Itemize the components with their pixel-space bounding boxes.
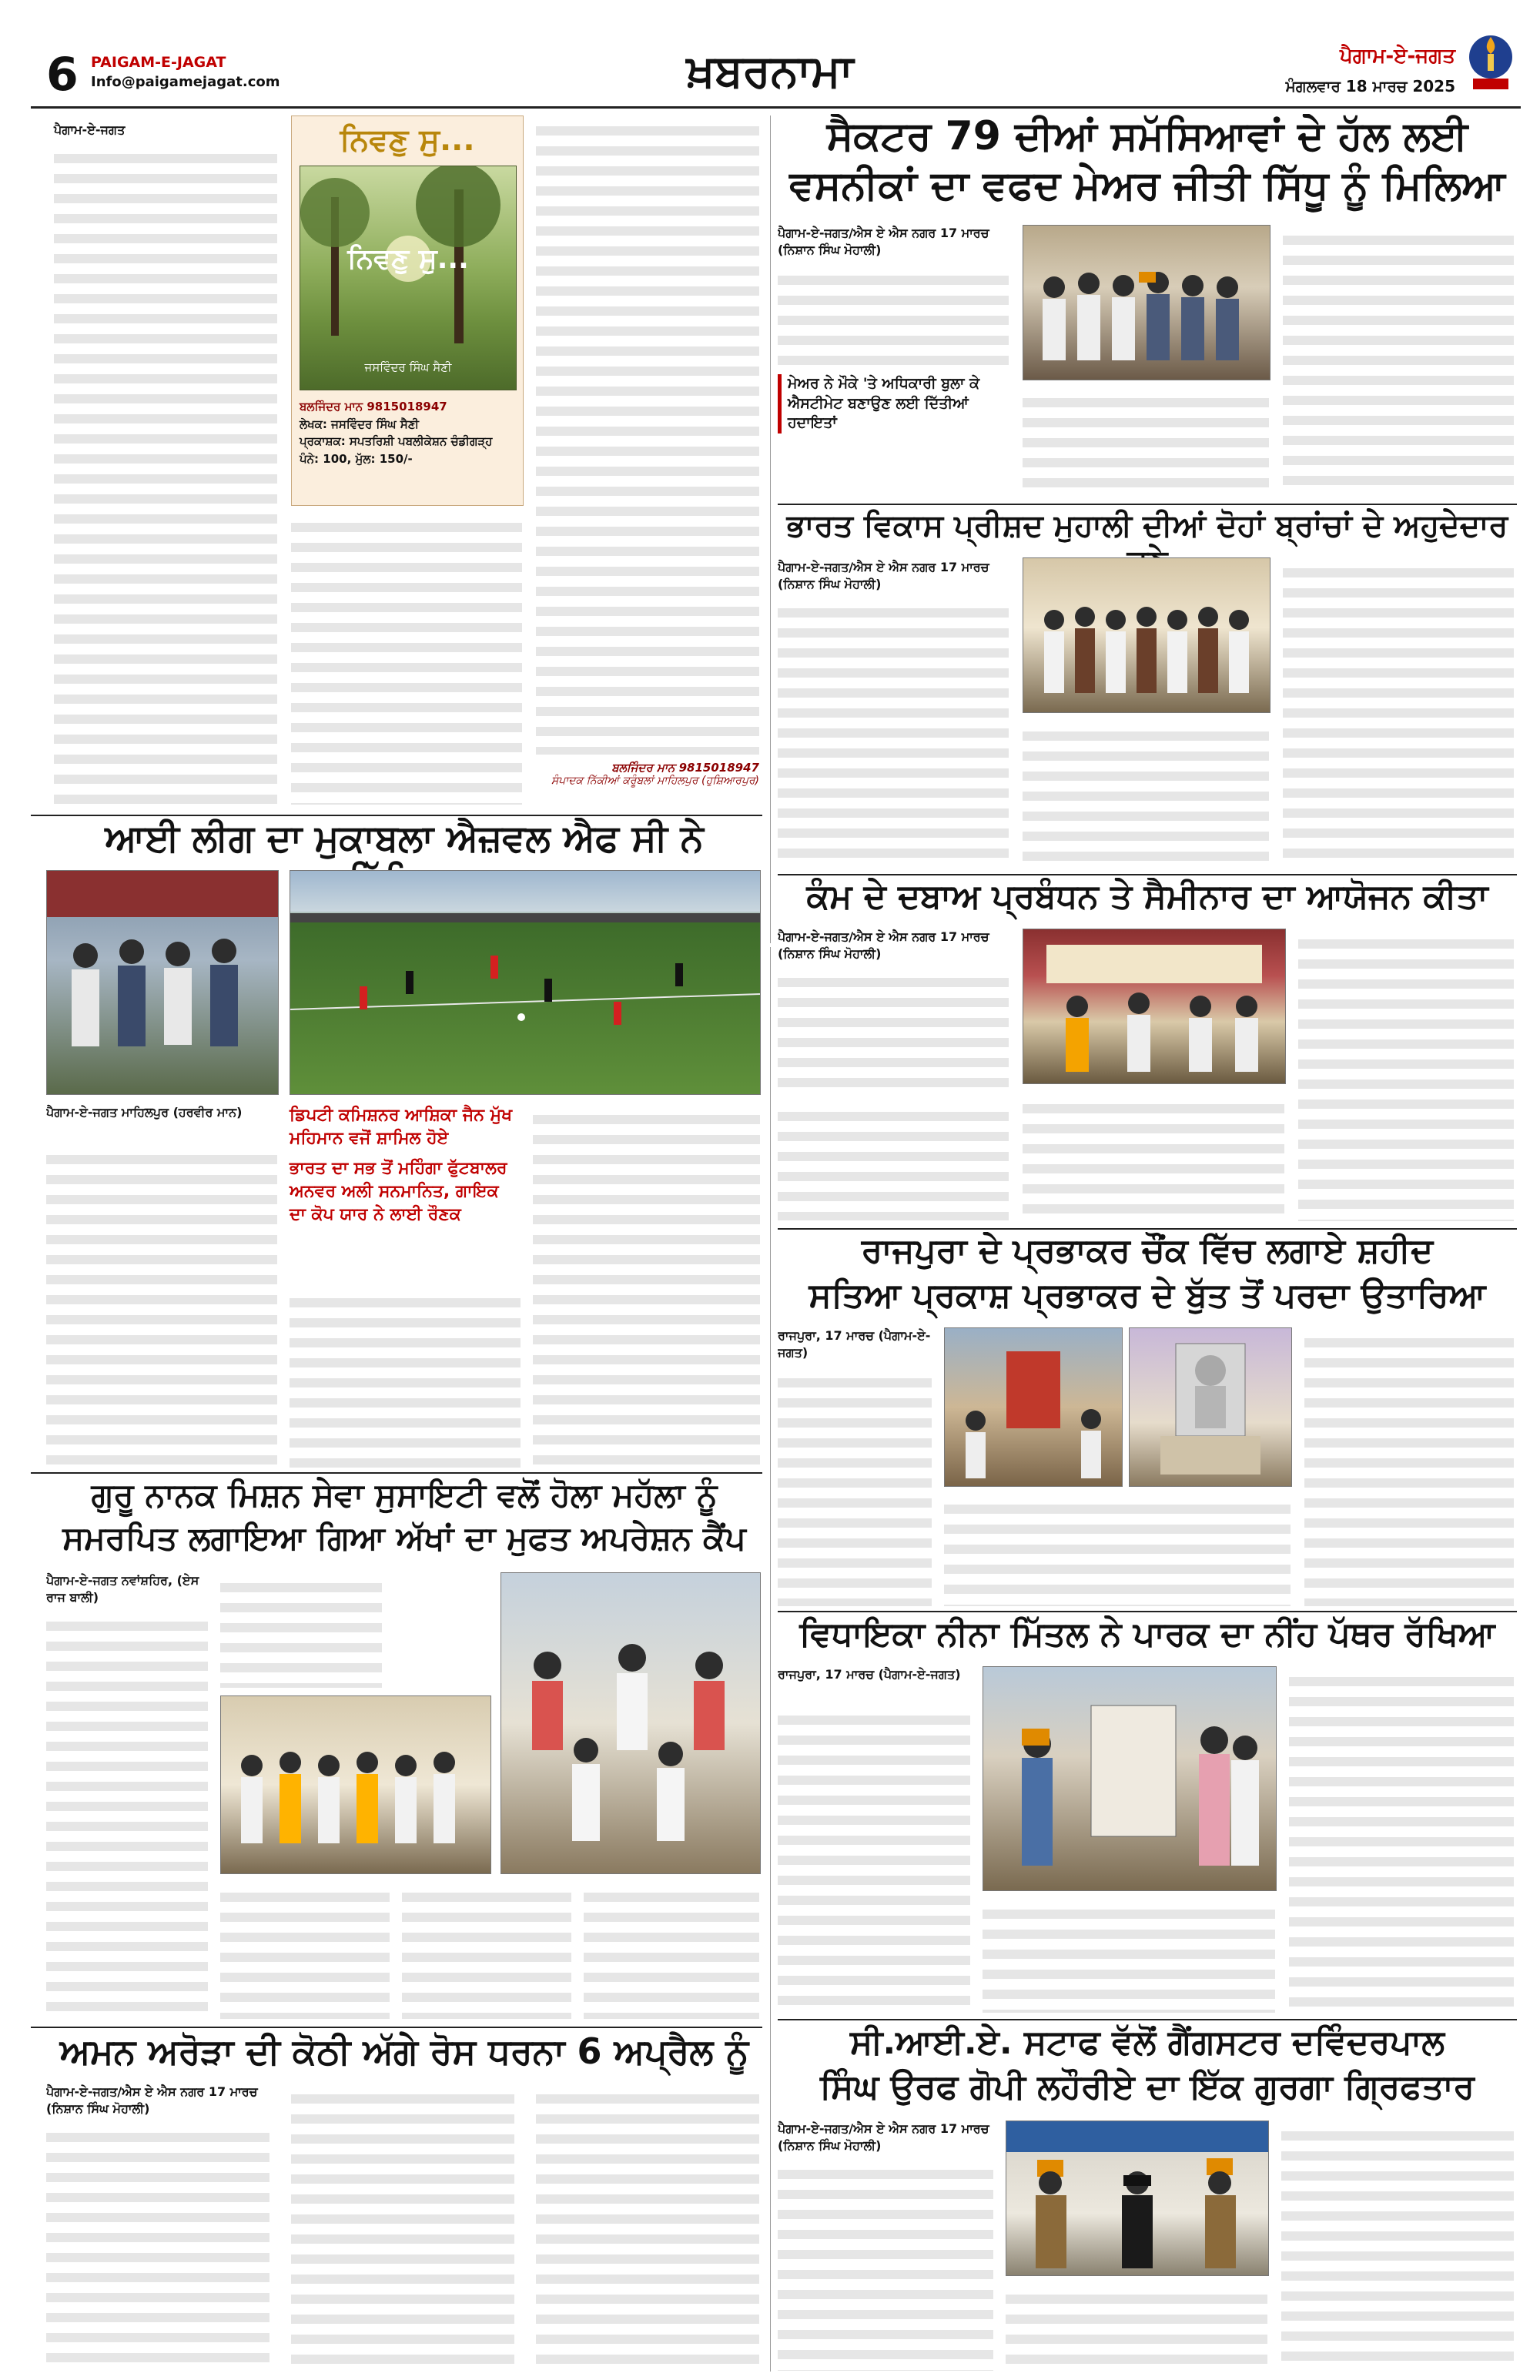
divider-ileague <box>31 815 762 816</box>
eyecamp-headline-2: ਸਮਰਪਿਤ ਲਗਾਇਆ ਗਿਆ ਅੱਖਾਂ ਦਾ ਮੁਫਤ ਅਪਰੇਸ਼ਨ ਕੈਂਪ <box>62 1519 746 1557</box>
camp-patients-image <box>501 1573 760 1873</box>
brand-name-punjabi: ਪੈਗਾਮ-ਏ-ਜਗਤ <box>1340 45 1455 68</box>
sector79-article <box>778 114 1517 499</box>
group-photo-image <box>1023 558 1270 712</box>
bvp-col-1 <box>778 598 1009 867</box>
ceremony-image <box>945 1328 1122 1486</box>
bvp-photo <box>1023 557 1270 713</box>
sector79-pullquote-text: ਮੇਅਰ ਨੇ ਮੌਕੇ 'ਤੇ ਅਧਿਕਾਰੀ ਬੁਲਾ ਕੇ ਐਸਟੀਮੇਟ ਬਣਾਉਣ ਲਈ ਦਿੱਤੀਆਂ ਹਦਾਇਤਾਂ <box>788 375 980 432</box>
cia-headline-1: ਸੀ.ਆਈ.ਏ. ਸਟਾਫ ਵੱਲੋਂ ਗੈਂਗਸਟਰ ਦਵਿੰਦਰਪਾਲ <box>849 2024 1445 2062</box>
eyecamp-article <box>46 1477 762 2024</box>
ileague-headline: ਆਈ ਲੀਗ ਦਾ ਮੁਕਾਬਲਾ ਐਜ਼ਵਲ ਐਫ ਸੀ ਨੇ <box>105 818 704 860</box>
dharna-dateline: ਪੈਗਾਮ-ਏ-ਜਗਤ/ਐਸ ਏ ਐਸ ਨਗਰ 17 ਮਾਰਚ (ਨਿਸ਼ਾਨ ਸਿੰਘ ਮੋਹਾਲੀ) <box>46 2084 258 2117</box>
park-article <box>778 1615 1517 2016</box>
sector79-col-3 <box>1283 225 1514 494</box>
sector79-headline-1: ਸੈਕਟਰ 79 ਦੀਆਂ ਸਮੱਸਿਆਵਾਂ ਦੇ ਹੱਲ ਲਈ <box>826 114 1468 159</box>
spectators-image <box>47 871 278 1094</box>
eyecamp-col-2 <box>220 1882 390 2019</box>
ileague-col-2 <box>290 1287 521 1468</box>
statue-image <box>1130 1328 1291 1486</box>
cia-col-2 <box>1006 2284 1267 2371</box>
eyecamp-col-1 <box>46 1611 208 2019</box>
eyecamp-photo-1 <box>220 1695 491 1874</box>
eyecamp-col-2-top <box>220 1572 382 1688</box>
workstress-col-1 <box>778 967 1009 1090</box>
dharna-headline: ਅਮਨ ਅਰੋੜਾ ਦੀ ਕੋਠੀ ਅੱਗੇ ਰੋਸ ਧਰਨਾ 6 ਅਪ੍ਰੈਲ ਨੂੰ <box>59 2031 749 2072</box>
cia-article <box>778 2024 1517 2374</box>
rajpura-statue-col-1 <box>778 1367 932 1606</box>
ileague-subheads <box>290 1104 521 1226</box>
book-review-col-3 <box>536 115 759 755</box>
bvp-col-2 <box>1023 721 1269 867</box>
bvp-headline: ਭਾਰਤ ਵਿਕਾਸ ਪ੍ਰੀਸ਼ਦ ਮੁਹਾਲੀ ਦੀਆਂ ਦੋਹਾਂ ਬ੍ਰਾਂਚਾਂ ਦੇ ਅਹੁਦੇਦਾਰ <box>786 508 1508 544</box>
foundation-stone-image <box>983 1667 1276 1890</box>
group-photo-image <box>1023 226 1270 380</box>
ileague-subhead-2: ਭਾਰਤ ਦਾ ਸਭ ਤੋਂ ਮਹਿੰਗਾ ਫੁੱਟਬਾਲਰ ਅਨਵਰ ਅਲੀ ਸਨਮਾਨਿਤ, ਗਾਇਕ ਦਾ ਕੋਪ ਯਾਰ ਨੇ ਲਾਈ ਰੌਣਕ <box>290 1159 507 1224</box>
cia-col-3 <box>1281 2121 1514 2371</box>
park-headline: ਵਿਧਾਇਕਾ ਨੀਨਾ ਮਿੱਤਲ ਨੇ ਪਾਰਕ ਦਾ ਨੀਂਹ ਪੱਥਰ ਰੱਖਿਆ <box>799 1615 1495 1654</box>
book-review-box-title: ਨਿਵਣੁ ਸੁ... <box>340 122 475 158</box>
reviewer-title: ਸੰਪਾਦਕ ਨਿੱਕੀਆਂ ਕਰੂੰਬਲਾਂ ਮਾਹਿਲਪੁਰ (ਹੁਸ਼ਿਆਰਪੁਰ) <box>551 775 759 787</box>
issue-date: ਮੰਗਲਵਾਰ 18 ਮਾਰਚ 2025 <box>1285 77 1455 95</box>
masthead <box>0 0 1540 108</box>
sector79-col-2 <box>1023 387 1269 495</box>
ileague-photo-match <box>290 870 761 1095</box>
dharna-col-1 <box>46 2122 270 2368</box>
dharna-article <box>46 2031 762 2374</box>
divider-workstress <box>778 874 1517 875</box>
ileague-article <box>46 818 762 1468</box>
sector79-headline-2: ਵਸਨੀਕਾਂ ਦਾ ਵਫਦ ਮੇਅਰ ਜੀਤੀ ਸਿੱਧੂ ਨੂੰ ਮਿਲਿਆ <box>789 162 1505 209</box>
eyecamp-headline-1: ਗੁਰੂ ਨਾਨਕ ਮਿਸ਼ਨ ਸੇਵਾ ਸੁਸਾਇਟੀ ਵਲੋਂ ਹੋਲਾ ਮਹੱਲਾ ਨੂੰ <box>91 1477 718 1514</box>
rajpura-statue-photo-2 <box>1129 1327 1292 1487</box>
masthead-rule <box>31 106 1521 109</box>
divider-park <box>778 1611 1517 1612</box>
sector79-photo <box>1023 225 1270 380</box>
seminar-image <box>1023 929 1285 1083</box>
section-title: ਖ਼ਬਰਨਾਮਾ <box>686 45 854 97</box>
park-col-2 <box>983 1899 1275 2013</box>
ileague-dateline: ਪੈਗਾਮ-ਏ-ਜਗਤ ਮਾਹਿਲਪੁਰ (ਹਰਵੀਰ ਮਾਨ) <box>46 1105 243 1120</box>
football-match-image <box>290 871 760 1094</box>
bvp-col-3 <box>1283 557 1514 865</box>
rajpura-statue-col-3 <box>1304 1327 1514 1606</box>
divider-cia <box>778 2019 1517 2020</box>
park-col-3 <box>1289 1666 1514 2013</box>
logo <box>1467 31 1515 92</box>
park-photo <box>983 1666 1277 1891</box>
email-link[interactable]: Info@paigamejagat.com <box>91 74 280 90</box>
camp-group-image <box>221 1696 490 1873</box>
bvp-article <box>778 508 1517 870</box>
workstress-article <box>778 878 1517 1224</box>
reviewer-signature: ਬਲਜਿੰਦਰ ਮਾਨ 9815018947 <box>611 761 759 775</box>
ileague-col-3 <box>533 1104 760 1468</box>
book-author-line: ਲੇਖਕ: ਜਸਵਿੰਦਰ ਸਿੰਘ ਸੈਣੀ <box>300 417 420 431</box>
ileague-subhead-1: ਡਿਪਟੀ ਕਮਿਸ਼ਨਰ ਆਸ਼ਿਕਾ ਜੈਨ ਮੁੱਖ ਮਹਿਮਾਨ ਵਜੋਂ ਸ਼ਾਮਿਲ ਹੋਏ <box>290 1106 513 1148</box>
cia-col-1 <box>778 2159 993 2371</box>
divider-dharna <box>31 2027 762 2028</box>
eyecamp-photo-2 <box>500 1572 761 1874</box>
rajpura-statue-photo-1 <box>944 1327 1123 1487</box>
sector79-dateline: ਪੈਗਾਮ-ਏ-ਜਗਤ/ਐਸ ਏ ਐਸ ਨਗਰ 17 ਮਾਰਚ (ਨਿਸ਼ਾਨ ਸਿੰਘ ਮੋਹਾਲੀ) <box>778 226 989 258</box>
bvp-dateline: ਪੈਗਾਮ-ਏ-ਜਗਤ/ਐਸ ਏ ਐਸ ਨਗਰ 17 ਮਾਰਚ (ਨਿਸ਼ਾਨ ਸਿੰਘ ਮੋਹਾਲੀ) <box>778 560 989 592</box>
eyecamp-dateline: ਪੈਗਾਮ-ਏ-ਜਗਤ ਨਵਾਂਸ਼ਹਿਰ, (ਏਸ ਰਾਜ ਬਾਲੀ) <box>46 1573 199 1605</box>
reviewer-name: ਬਲਜਿੰਦਰ ਮਾਨ 9815018947 <box>300 400 447 413</box>
book-review-col-2-lower <box>291 512 522 805</box>
book-cover <box>300 166 517 390</box>
park-dateline: ਰਾਜਪੁਰਾ, 17 ਮਾਰਚ (ਪੈਗਾਮ-ਏ-ਜਗਤ) <box>778 1667 961 1682</box>
workstress-headline: ਕੰਮ ਦੇ ਦਬਾਅ ਪ੍ਰਬੰਧਨ ਤੇ ਸੈਮੀਨਾਰ ਦਾ ਆਯੋਜਨ ਕੀਤਾ <box>806 878 1488 916</box>
brand-name: PAIGAM-E-JAGAT <box>91 54 226 71</box>
book-review-dateline: ਪੈਗਾਮ-ਏ-ਜਗਤ <box>54 122 126 137</box>
book-details-block <box>300 398 515 467</box>
eyecamp-col-3 <box>402 1882 571 2019</box>
book-review-box <box>291 115 524 506</box>
park-col-1 <box>778 1705 970 2013</box>
torch-logo-icon <box>1467 31 1515 92</box>
sector79-pullquote <box>778 374 1009 433</box>
rajpura-statue-headline-2: ਸਤਿਆ ਪ੍ਰਕਾਸ਼ ਪ੍ਰਭਾਕਰ ਦੇ ਬੁੱਤ ਤੋਂ ਪਰਦਾ ਉਤਾਰਿਆ <box>808 1276 1486 1315</box>
divider-rajpura <box>778 1228 1517 1230</box>
book-pages-price-line: ਪੰਨੇ: 100, ਮੁੱਲ: 150/- <box>300 451 413 466</box>
dharna-col-3 <box>536 2084 759 2368</box>
dharna-col-2 <box>291 2084 514 2368</box>
workstress-dateline: ਪੈਗਾਮ-ਏ-ਜਗਤ/ਐਸ ਏ ਐਸ ਨਗਰ 17 ਮਾਰਚ (ਨਿਸ਼ਾਨ ਸਿੰਘ ਮੋਹਾਲੀ) <box>778 929 989 962</box>
police-arrest-image <box>1006 2121 1268 2275</box>
rajpura-statue-article <box>778 1232 1517 1609</box>
ileague-photo-spectators <box>46 870 279 1095</box>
book-cover-title: ਨਿਵਣੁ ਸੁ... <box>347 243 469 275</box>
workstress-col-3 <box>1298 929 1514 1221</box>
book-publisher-line: ਪ੍ਰਕਾਸ਼ਕ: ਸਪਤਰਿਸ਼ੀ ਪਬਲੀਕੇਸ਼ਨ ਚੰਡੀਗੜ੍ਹ <box>300 434 493 448</box>
book-review-article <box>46 115 762 812</box>
workstress-col-2 <box>1023 1093 1284 1220</box>
book-review-col-1 <box>54 143 277 805</box>
divider-bvp <box>778 504 1517 505</box>
workstress-col-1b <box>778 1101 1009 1220</box>
book-review-signoff <box>536 761 759 787</box>
book-cover-author: ਜਸਵਿੰਦਰ ਸਿੰਘ ਸੈਣੀ <box>364 360 452 374</box>
divider-bottom-vertical <box>770 947 771 2372</box>
forest-image <box>300 166 516 390</box>
sector79-col-1 <box>778 265 1009 365</box>
ileague-col-1 <box>46 1144 277 1468</box>
rajpura-statue-col-2 <box>944 1494 1291 1606</box>
cia-headline-2: ਸਿੰਘ ਉਰਫ ਗੋਪੀ ਲਹੌਰੀਏ ਦਾ ਇੱਕ ਗੁਰਗਾ ਗ੍ਰਿਫਤਾਰ <box>820 2067 1475 2107</box>
page-number: 6 <box>46 48 79 102</box>
workstress-photo <box>1023 929 1286 1084</box>
rajpura-statue-headline-1: ਰਾਜਪੁਰਾ ਦੇ ਪ੍ਰਭਾਕਰ ਚੌਂਕ ਵਿੱਚ ਲਗਾਏ ਸ਼ਹੀਦ <box>861 1232 1434 1270</box>
divider-top-vertical <box>770 115 771 943</box>
rajpura-statue-dateline: ਰਾਜਪੁਰਾ, 17 ਮਾਰਚ (ਪੈਗਾਮ-ਏ-ਜਗਤ) <box>778 1328 931 1361</box>
divider-eyecamp <box>31 1472 762 1474</box>
eyecamp-col-4 <box>584 1882 759 2019</box>
cia-dateline: ਪੈਗਾਮ-ਏ-ਜਗਤ/ਐਸ ਏ ਐਸ ਨਗਰ 17 ਮਾਰਚ (ਨਿਸ਼ਾਨ ਸਿੰਘ ਮੋਹਾਲੀ) <box>778 2121 989 2154</box>
cia-photo <box>1006 2121 1269 2276</box>
